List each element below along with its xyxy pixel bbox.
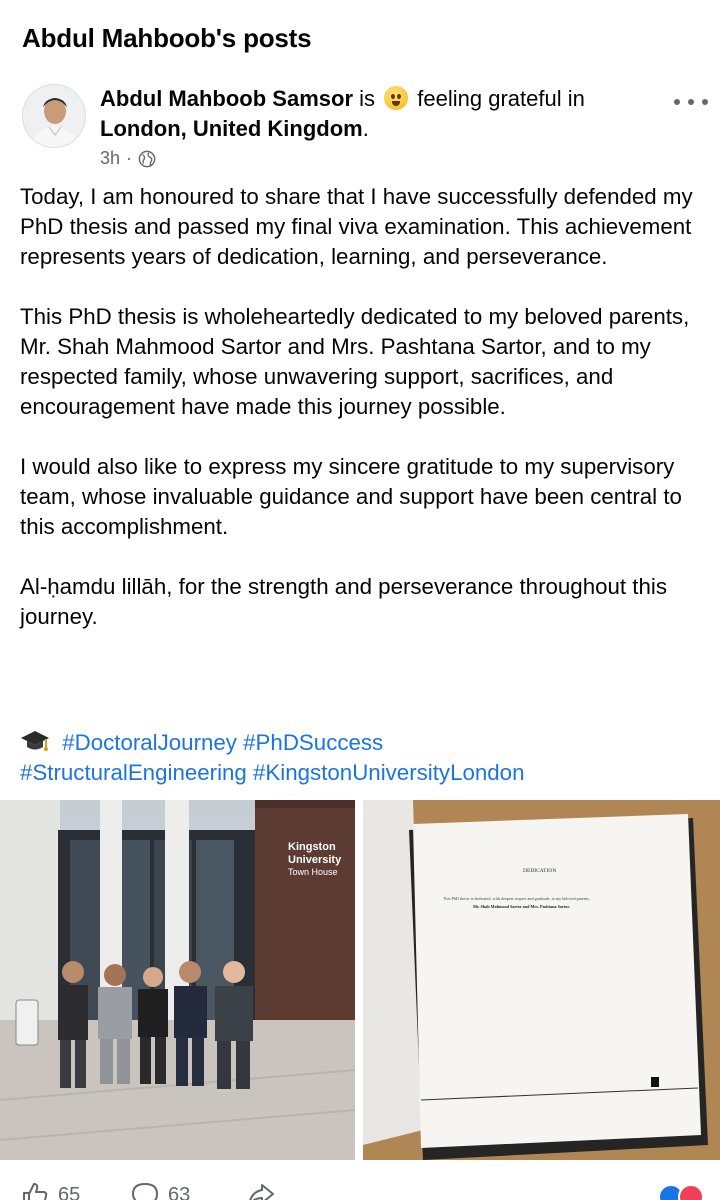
post-text — [20, 182, 700, 662]
like-button[interactable] — [20, 1180, 80, 1200]
hashtag-link[interactable]: #PhDSuccess — [243, 730, 384, 755]
post-meta — [100, 148, 156, 169]
dedication-line-1: This PhD thesis is dedicated, with deepest respect and gratitude, to my beloved parents, — [443, 896, 590, 901]
author-line — [100, 84, 660, 144]
post-time[interactable]: 3h — [100, 148, 121, 168]
love-reaction-icon — [678, 1184, 704, 1200]
author-name[interactable]: Abdul Mahboob Samsor — [100, 86, 353, 111]
comment-count: 63 — [168, 1183, 191, 1200]
post-actions — [0, 1176, 720, 1200]
group-photo[interactable] — [0, 800, 355, 1160]
page-header — [22, 20, 311, 56]
hashtags — [20, 728, 700, 788]
hashtag-link[interactable]: #KingstonUniversityLondon — [253, 760, 525, 785]
dedication-photo[interactable] — [363, 800, 720, 1160]
page-title: Abdul Mahboob's posts — [22, 23, 312, 53]
globe-icon — [138, 150, 156, 168]
more-icon[interactable] — [674, 94, 708, 110]
post-paragraph: Al-ḥamdu lillāh, for the strength and perseverance throughout this journey. — [20, 574, 667, 629]
comment-button[interactable] — [130, 1180, 190, 1200]
feeling-text: feeling grateful — [417, 86, 562, 111]
comment-icon — [130, 1180, 160, 1200]
location-link[interactable]: London, United Kingdom — [100, 116, 363, 141]
like-icon — [20, 1180, 50, 1200]
share-icon — [246, 1180, 276, 1200]
reaction-summary[interactable] — [658, 1184, 704, 1200]
sign-line-3: Town House — [288, 867, 338, 877]
group-photo-image — [0, 800, 355, 1160]
post-header — [22, 84, 712, 174]
avatar-image — [23, 85, 86, 148]
sign-line-1: Kingston — [288, 841, 336, 853]
post-paragraph: I would also like to express my sincere gratitude to my supervisory team, whose invaluable guidance and support have been central to this accomplishment. — [20, 454, 682, 539]
in-word: in — [567, 86, 585, 111]
dedication-heading: DEDICATION — [523, 868, 557, 874]
post-paragraph: This PhD thesis is wholeheartedly dedicated to my beloved parents, Mr. Shah Mahmood Sartor and Mrs. Pashtana Sartor, and to my respected family, whose unwavering support, sacrifices, and encouragement have made this journey possible. — [20, 304, 690, 419]
post-paragraph: Today, I am honoured to share that I have successfully defended my PhD thesis and passed my final viva examination. This achievement represents years of dedication, learning, and perseverance. — [20, 184, 693, 269]
dedication-photo-image — [363, 800, 720, 1160]
sign-line-2: University — [288, 854, 342, 866]
graduation-cap-icon — [20, 729, 50, 753]
hashtag-link[interactable]: #DoctoralJourney — [62, 730, 237, 755]
share-button[interactable] — [246, 1180, 276, 1200]
location-suffix: . — [362, 116, 369, 141]
like-count: 65 — [58, 1183, 81, 1200]
avatar[interactable] — [22, 84, 86, 148]
is-word: is — [359, 86, 376, 111]
hashtag-link[interactable]: #StructuralEngineering — [20, 760, 247, 785]
meta-separator: · — [126, 148, 133, 168]
grateful-emoji-icon — [384, 86, 408, 110]
dedication-line-2: Mr. Shah Mahmood Sartor and Mrs. Pashtana Sartor. — [473, 904, 570, 909]
